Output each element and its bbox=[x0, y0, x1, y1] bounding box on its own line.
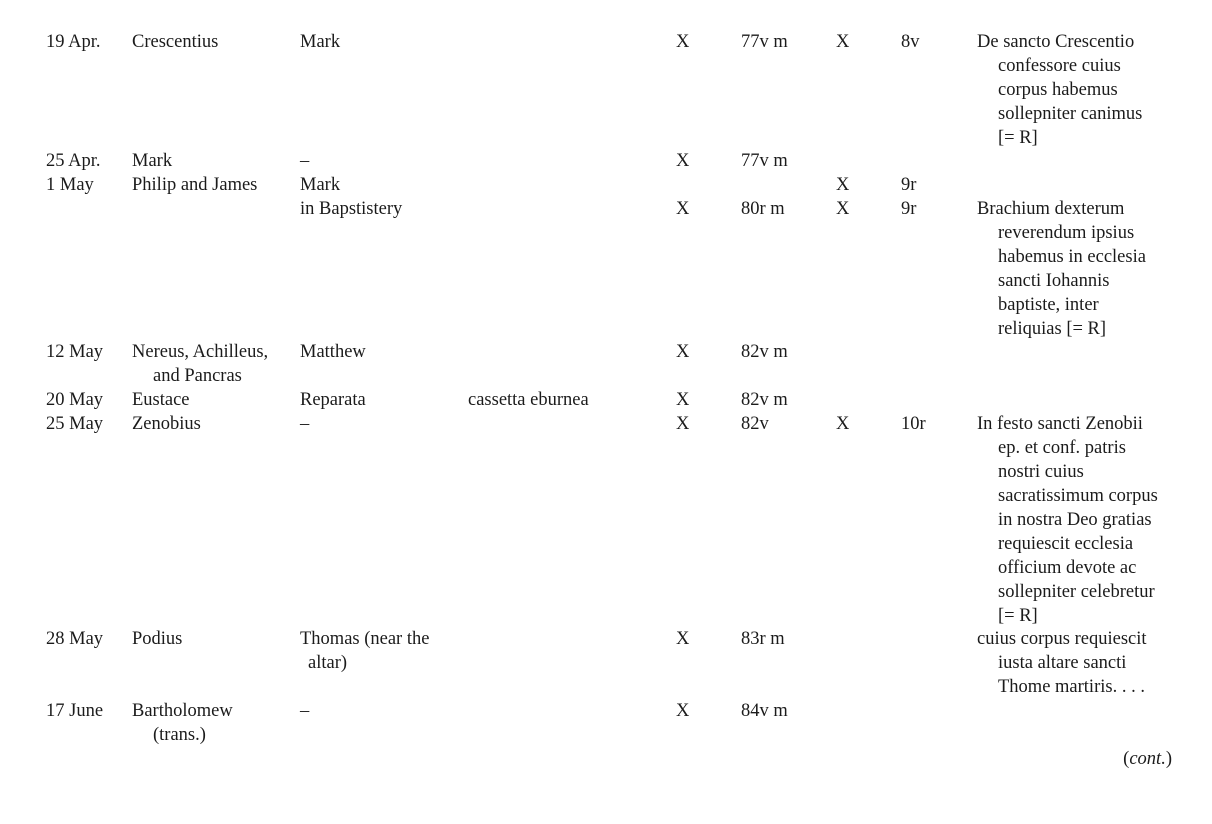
altar-location bbox=[300, 197, 402, 221]
saint-name bbox=[132, 149, 172, 173]
continued-close-paren: ) bbox=[1165, 749, 1172, 769]
saint-name-line: Eustace bbox=[132, 390, 190, 410]
rubric-note-line: officium devote ac bbox=[998, 558, 1137, 578]
altar-location-line: Mark bbox=[300, 32, 341, 52]
mark-column-1: X bbox=[676, 701, 690, 721]
altar-location bbox=[300, 30, 340, 54]
mark-column-1: X bbox=[676, 32, 690, 52]
saint-name bbox=[132, 699, 233, 747]
folio-column-2: 10r bbox=[901, 414, 926, 434]
feast-date: 1 May bbox=[46, 175, 94, 195]
altar-location-line: Thomas (near the bbox=[300, 629, 430, 649]
continued-note bbox=[1123, 747, 1172, 771]
saint-name bbox=[132, 30, 218, 54]
feast-date: 28 May bbox=[46, 629, 104, 649]
folio-column-1: 82v m bbox=[741, 390, 788, 410]
rubric-note-line: habemus in ecclesia bbox=[998, 247, 1146, 267]
saint-name-line: Crescentius bbox=[132, 32, 219, 52]
mark-column-1: X bbox=[676, 199, 690, 219]
folio-column-1: 82v m bbox=[741, 342, 788, 362]
altar-location bbox=[300, 388, 366, 412]
altar-location-line: in Bapstistery bbox=[300, 199, 403, 219]
saint-name-line: Mark bbox=[132, 151, 173, 171]
rubric-note-line: sacratissimum corpus bbox=[998, 486, 1158, 506]
rubric-note bbox=[977, 412, 1158, 628]
saint-name-line: Nereus, Achilleus, bbox=[132, 342, 269, 362]
rubric-note-line: requiescit ecclesia bbox=[998, 534, 1134, 554]
altar-location-line: – bbox=[300, 701, 310, 721]
continued-open-paren: ( bbox=[1123, 749, 1130, 769]
altar-location bbox=[300, 173, 340, 197]
mark-column-2: X bbox=[836, 199, 850, 219]
rubric-note-line: in nostra Deo gratias bbox=[998, 510, 1152, 530]
rubric-note-line: nostri cuius bbox=[998, 462, 1084, 482]
altar-location-line: Mark bbox=[300, 175, 341, 195]
rubric-note-line: reliquias [= R] bbox=[998, 319, 1107, 339]
rubric-note-line: sancti Iohannis bbox=[998, 271, 1110, 291]
rubric-note-line: sollepniter celebretur bbox=[998, 582, 1155, 602]
mark-column-1: X bbox=[676, 414, 690, 434]
saint-name bbox=[132, 173, 257, 197]
rubric-note bbox=[977, 627, 1147, 699]
mark-column-1: X bbox=[676, 390, 690, 410]
feast-date: 12 May bbox=[46, 342, 104, 362]
rubric-note-line: [= R] bbox=[998, 606, 1038, 626]
folio-column-1: 80r m bbox=[741, 199, 785, 219]
rubric-note-line: confessore cuius bbox=[998, 56, 1121, 76]
altar-location bbox=[300, 340, 366, 364]
feast-date: 20 May bbox=[46, 390, 104, 410]
saint-name bbox=[132, 388, 190, 412]
mark-column-2: X bbox=[836, 175, 850, 195]
altar-location-line: – bbox=[300, 151, 310, 171]
rubric-note bbox=[977, 197, 1146, 341]
saint-name bbox=[132, 340, 268, 388]
altar-location bbox=[300, 149, 309, 173]
rubric-note-line: [= R] bbox=[998, 128, 1038, 148]
rubric-note-line: ep. et conf. patris bbox=[998, 438, 1126, 458]
feast-date: 17 June bbox=[46, 701, 104, 721]
rubric-note-line: sollepniter canimus bbox=[998, 104, 1143, 124]
altar-location-line: Matthew bbox=[300, 342, 366, 362]
folio-column-1: 83r m bbox=[741, 629, 785, 649]
folio-column-1: 77v m bbox=[741, 32, 788, 52]
folio-column-1: 77v m bbox=[741, 151, 788, 171]
mark-column-1: X bbox=[676, 342, 690, 362]
saint-name bbox=[132, 412, 201, 436]
altar-location-line: – bbox=[300, 414, 310, 434]
reliquary: cassetta eburnea bbox=[468, 390, 589, 410]
rubric-note-line: baptiste, inter bbox=[998, 295, 1099, 315]
rubric-note bbox=[977, 30, 1142, 150]
saint-name-line: and Pancras bbox=[153, 366, 242, 386]
altar-location bbox=[300, 699, 309, 723]
altar-location-line: altar) bbox=[308, 653, 348, 673]
mark-column-1: X bbox=[676, 629, 690, 649]
saint-name-line: Podius bbox=[132, 629, 183, 649]
feast-date: 19 Apr. bbox=[46, 32, 101, 52]
saint-name bbox=[132, 627, 182, 651]
folio-column-1: 82v bbox=[741, 414, 769, 434]
rubric-note-line: De sancto Crescentio bbox=[977, 32, 1135, 52]
altar-location bbox=[300, 627, 429, 675]
saint-name-line: Bartholomew bbox=[132, 701, 233, 721]
feast-date: 25 Apr. bbox=[46, 151, 101, 171]
saint-name-line: Philip and James bbox=[132, 175, 258, 195]
folio-column-1: 84v m bbox=[741, 701, 788, 721]
mark-column-2: X bbox=[836, 414, 850, 434]
folio-column-2: 9r bbox=[901, 199, 917, 219]
feast-date: 25 May bbox=[46, 414, 104, 434]
rubric-note-line: cuius corpus requiescit bbox=[977, 629, 1147, 649]
mark-column-2: X bbox=[836, 32, 850, 52]
saint-name-line: Zenobius bbox=[132, 414, 201, 434]
mark-column-1: X bbox=[676, 151, 690, 171]
altar-location-line: Reparata bbox=[300, 390, 366, 410]
folio-column-2: 8v bbox=[901, 32, 920, 52]
continued-word: cont. bbox=[1129, 749, 1166, 769]
rubric-note-line: Thome martiris. . . . bbox=[998, 677, 1145, 697]
altar-location bbox=[300, 412, 309, 436]
rubric-note-line: In festo sancti Zenobii bbox=[977, 414, 1143, 434]
saint-name-line: (trans.) bbox=[153, 725, 206, 745]
rubric-note-line: Brachium dexterum bbox=[977, 199, 1125, 219]
folio-column-2: 9r bbox=[901, 175, 917, 195]
rubric-note-line: corpus habemus bbox=[998, 80, 1118, 100]
rubric-note-line: iusta altare sancti bbox=[998, 653, 1127, 673]
rubric-note-line: reverendum ipsius bbox=[998, 223, 1135, 243]
